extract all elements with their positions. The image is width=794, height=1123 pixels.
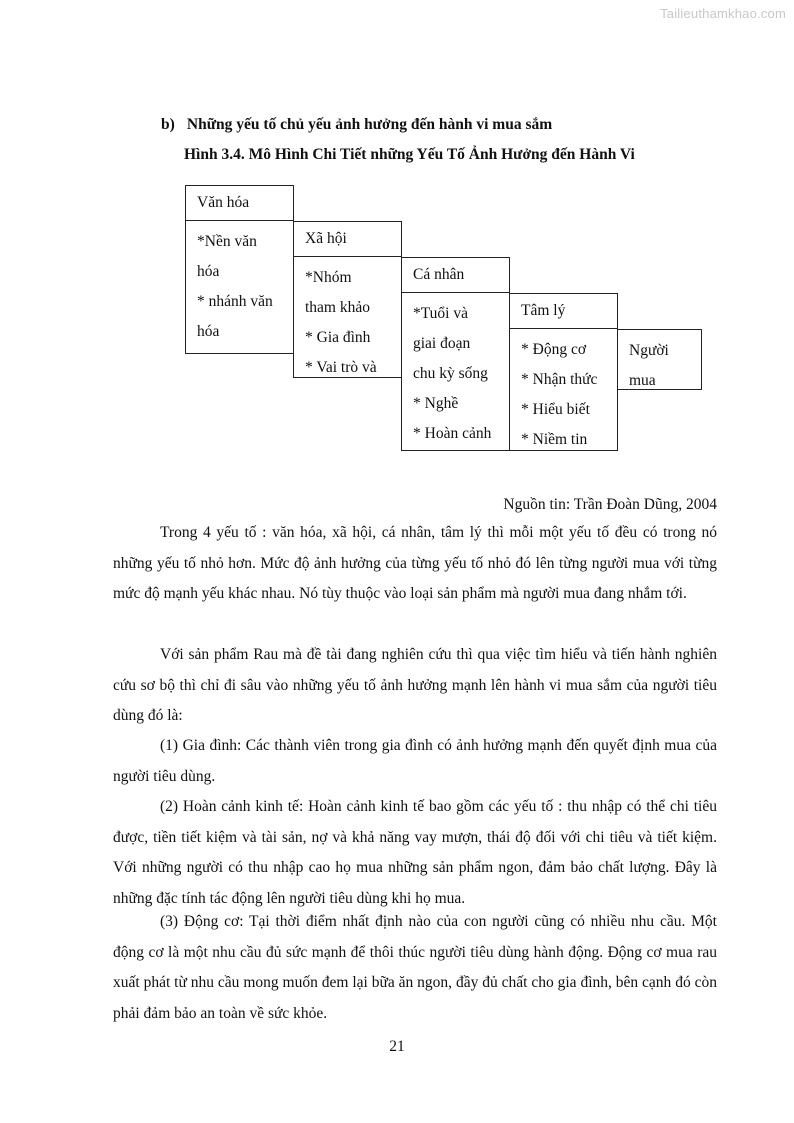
psychological-item: * Niềm tin xyxy=(521,431,588,448)
paragraph: (2) Hoàn cảnh kinh tế: Hoàn cảnh kinh tế bao gồm các yếu tố : thu nhập có thể chi tiêu được, tiền tiết kiệm và tài sản, nợ và khả năng vay mượn, thái độ đối với chi tiêu và tiết kiệm. Với những người có thu nhập cao họ mua những sản phẩm ngon, đảm bảo chất lượng. Đây là những đặc tính tác động lên người tiêu dùng khi họ mua. xyxy=(113,798,717,907)
personal-box xyxy=(401,257,510,451)
psychological-item: * Động cơ xyxy=(521,341,587,358)
culture-item: * nhánh văn xyxy=(197,293,273,310)
culture-item: hóa xyxy=(197,263,220,280)
paragraph: Trong 4 yếu tố : văn hóa, xã hội, cá nhân, tâm lý thì mỗi một yếu tố đều có trong nó những yếu tố nhỏ hơn. Mức độ ảnh hưởng của từng yếu tố nhỏ đó lên từng người mua với từng mức độ mạnh yếu khác nhau. Nó tùy thuộc vào loại sản phẩm mà người mua đang nhắm tới. xyxy=(113,524,717,603)
social-header: Xã hội xyxy=(294,222,401,257)
social-item: * Vai trò và xyxy=(305,359,377,376)
psychological-item: * Hiểu biết xyxy=(521,401,590,418)
psychological-item: * Nhận thức xyxy=(521,371,598,388)
figure-title: Hình 3.4. Mô Hình Chi Tiết những Yếu Tố Ảnh Hưởng đến Hành Vi xyxy=(184,146,635,163)
section-title: Những yếu tố chủ yếu ảnh hưởng đến hành vi mua sắm xyxy=(186,116,553,133)
personal-item: *Tuổi và xyxy=(413,305,468,322)
psychological-header: Tâm lý xyxy=(510,294,617,329)
watermark: Tailieuthamkhao.com xyxy=(660,6,786,21)
paragraph: (1) Gia đình: Các thành viên trong gia đình có ảnh hưởng mạnh đến quyết định mua của người tiêu dùng. xyxy=(113,737,717,785)
figure-source: Nguồn tin: Trần Đoàn Dũng, 2004 xyxy=(503,496,717,513)
culture-box xyxy=(185,185,294,354)
paragraph: (3) Động cơ: Tại thời điểm nhất định nào của con người cũng có nhiều nhu cầu. Một động cơ là một nhu cầu đủ sức mạnh để thôi thúc người tiêu dùng hành động. Động cơ mua rau xuất phát từ nhu cầu mong muốn đem lại bữa ăn ngon, đầy đủ chất cho gia đình, bên cạnh đó còn phải đảm bảo an toàn về sức khỏe. xyxy=(113,913,717,1022)
personal-item: chu kỳ sống xyxy=(413,365,488,382)
culture-item: *Nền văn xyxy=(197,233,257,250)
buyer-line: Người xyxy=(629,342,669,359)
social-item: * Gia đình xyxy=(305,329,371,346)
paragraph: Với sản phẩm Rau mà đề tài đang nghiên cứu thì qua việc tìm hiểu và tiến hành nghiên cứu sơ bộ thì chỉ đi sâu vào những yếu tố ảnh hưởng mạnh lên hành vi mua sắm của người tiêu dùng đó là: xyxy=(113,646,717,725)
page-number: 21 xyxy=(389,1038,405,1055)
social-item: tham khảo xyxy=(305,299,370,316)
personal-item: * Hoàn cảnh xyxy=(413,425,492,442)
psychological-box xyxy=(509,293,618,451)
social-item: *Nhóm xyxy=(305,269,352,286)
culture-item: hóa xyxy=(197,323,220,340)
buyer-line: mua xyxy=(629,372,656,389)
buyer-box xyxy=(617,329,702,390)
personal-item: giai đoạn xyxy=(413,335,471,352)
personal-item: * Nghề xyxy=(413,395,459,412)
social-box xyxy=(293,221,402,378)
section-label: b) xyxy=(161,116,175,133)
culture-header: Văn hóa xyxy=(186,186,293,221)
section-heading xyxy=(161,116,552,134)
personal-header: Cá nhân xyxy=(402,258,509,293)
